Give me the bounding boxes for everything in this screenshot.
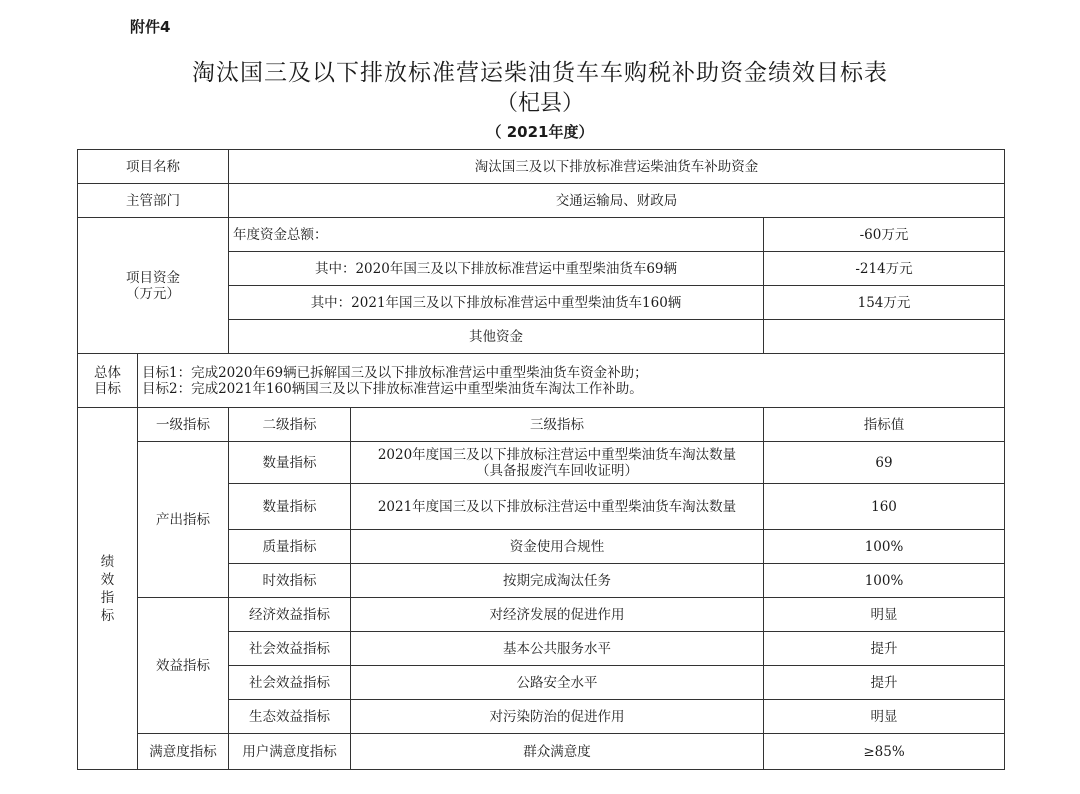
department-value: 交通运输局、财政局 bbox=[229, 184, 1005, 218]
header-level2: 二级指标 bbox=[229, 408, 351, 442]
output-value: 100% bbox=[764, 564, 1005, 598]
overall-goal-label bbox=[78, 354, 138, 408]
overall-goal-content bbox=[138, 354, 1005, 408]
benefit-indicator-label: 效益指标 bbox=[138, 598, 229, 734]
output-level3 bbox=[351, 442, 764, 484]
output-level3-line2: （具备报废汽车回收证明） bbox=[476, 462, 638, 479]
benefit-level3: 基本公共服务水平 bbox=[351, 632, 764, 666]
benefit-value: 明显 bbox=[764, 700, 1005, 734]
department-row bbox=[78, 184, 1005, 218]
header-level3: 三级指标 bbox=[351, 408, 764, 442]
funds-2020-label: 其中：2020年国三及以下排放标准营运中重型柴油货车69辆 bbox=[229, 252, 764, 286]
attachment-label: 附件4 bbox=[130, 18, 171, 36]
satisfaction-level2: 用户满意度指标 bbox=[229, 734, 351, 770]
output-value: 160 bbox=[764, 484, 1005, 530]
benefit-level3: 公路安全水平 bbox=[351, 666, 764, 700]
project-name-label: 项目名称 bbox=[78, 150, 229, 184]
benefit-value: 提升 bbox=[764, 632, 1005, 666]
performance-label-char: 指 bbox=[100, 589, 115, 606]
document-title: 淘汰国三及以下排放标准营运柴油货车车购税补助资金绩效目标表 bbox=[192, 60, 888, 86]
output-row bbox=[78, 442, 1005, 484]
output-level2: 数量指标 bbox=[229, 484, 351, 530]
benefit-row bbox=[78, 598, 1005, 632]
funds-other-value bbox=[764, 320, 1005, 354]
overall-goal-label-line1: 总体 bbox=[94, 364, 121, 381]
output-level2: 质量指标 bbox=[229, 530, 351, 564]
benefit-value: 提升 bbox=[764, 666, 1005, 700]
output-level3-line1: 2020年度国三及以下排放标注营运中重型柴油货车淘汰数量 bbox=[377, 446, 737, 463]
funds-label-line1: 项目资金 bbox=[126, 269, 180, 286]
output-level3: 资金使用合规性 bbox=[351, 530, 764, 564]
performance-label-char: 效 bbox=[100, 571, 115, 588]
overall-goal-1: 目标1：完成2020年69辆已拆解国三及以下排放标准营运中重型柴油货车资金补助； bbox=[142, 364, 648, 381]
document-subtitle: （杞县） bbox=[495, 91, 584, 116]
benefit-level2: 经济效益指标 bbox=[229, 598, 351, 632]
benefit-value: 明显 bbox=[764, 598, 1005, 632]
performance-target-table bbox=[77, 149, 1005, 770]
output-value: 69 bbox=[764, 442, 1005, 484]
funds-2021-value: 154万元 bbox=[764, 286, 1005, 320]
output-level2: 数量指标 bbox=[229, 442, 351, 484]
satisfaction-level3: 群众满意度 bbox=[351, 734, 764, 770]
output-level2: 时效指标 bbox=[229, 564, 351, 598]
performance-label bbox=[78, 408, 138, 770]
overall-goal-row bbox=[78, 354, 1005, 408]
funds-row-total bbox=[78, 218, 1005, 252]
funds-2021-label: 其中：2021年国三及以下排放标准营运中重型柴油货车160辆 bbox=[229, 286, 764, 320]
funds-other-label: 其他资金 bbox=[229, 320, 764, 354]
benefit-level3: 对经济发展的促进作用 bbox=[351, 598, 764, 632]
funds-total-value: -60万元 bbox=[764, 218, 1005, 252]
satisfaction-indicator-label: 满意度指标 bbox=[138, 734, 229, 770]
benefit-level3: 对污染防治的促进作用 bbox=[351, 700, 764, 734]
funds-2020-value: -214万元 bbox=[764, 252, 1005, 286]
output-level3: 按期完成淘汰任务 bbox=[351, 564, 764, 598]
performance-header-row bbox=[78, 408, 1005, 442]
document-year: （ 2021年度） bbox=[486, 123, 594, 141]
header-level1: 一级指标 bbox=[138, 408, 229, 442]
overall-goal-2: 目标2：完成2021年160辆国三及以下排放标准营运中重型柴油货车淘汰工作补助。 bbox=[142, 380, 643, 397]
satisfaction-row bbox=[78, 734, 1005, 770]
performance-label-char: 绩 bbox=[100, 553, 115, 570]
project-name-row bbox=[78, 150, 1005, 184]
satisfaction-value: ≥85% bbox=[764, 734, 1005, 770]
output-value: 100% bbox=[764, 530, 1005, 564]
funds-label-line2: （万元） bbox=[126, 285, 180, 302]
output-indicator-label: 产出指标 bbox=[138, 442, 229, 598]
funds-total-label: 年度资金总额： bbox=[229, 218, 764, 252]
overall-goal-label-line2: 目标 bbox=[94, 380, 121, 397]
department-label: 主管部门 bbox=[78, 184, 229, 218]
performance-label-char: 标 bbox=[100, 607, 115, 624]
benefit-level2: 生态效益指标 bbox=[229, 700, 351, 734]
benefit-level2: 社会效益指标 bbox=[229, 666, 351, 700]
project-name-value: 淘汰国三及以下排放标准营运柴油货车补助资金 bbox=[229, 150, 1005, 184]
funds-label bbox=[78, 218, 229, 354]
benefit-level2: 社会效益指标 bbox=[229, 632, 351, 666]
output-level3: 2021年度国三及以下排放标注营运中重型柴油货车淘汰数量 bbox=[351, 484, 764, 530]
header-value: 指标值 bbox=[764, 408, 1005, 442]
